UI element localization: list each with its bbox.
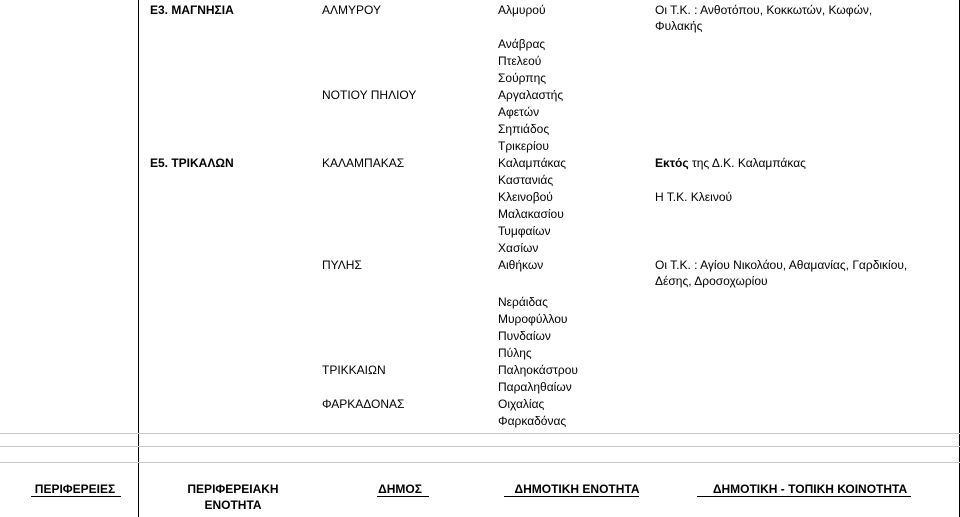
cell-municipal-unit[interactable]: Σηπιάδος (498, 122, 550, 136)
cell-municipal-unit[interactable]: Πύλης (498, 346, 532, 360)
header-underline (377, 496, 429, 497)
header-underline (31, 496, 121, 497)
header-municipal-unit[interactable]: ΔΗΜΟΤΙΚΗ ΕΝΟΤΗΤΑ (514, 482, 640, 496)
cell-municipal-unit[interactable]: Μαλακασίου (498, 207, 564, 221)
cell-note[interactable]: Οι Τ.Κ. : Αγίου Νικολάου, Αθαμανίας, Γαρδικίου, (655, 258, 908, 272)
cell-municipality[interactable]: ΝΟΤΙΟΥ ΠΗΛΙΟΥ (322, 88, 417, 102)
cell-municipality[interactable]: ΠΥΛΗΣ (322, 258, 362, 272)
cell-municipal-unit[interactable]: Κλεινοβού (498, 190, 553, 204)
cell-municipal-unit[interactable]: Μυροφύλλου (498, 312, 568, 326)
cell-municipal-unit[interactable]: Αργαλαστής (498, 88, 564, 102)
header-regions[interactable]: ΠΕΡΙΦΕΡΕΙΕΣ (34, 482, 116, 496)
cell-municipal-unit[interactable]: Τυμφαίων (498, 224, 551, 238)
grid-line (0, 446, 960, 447)
cell-note[interactable]: Οι Τ.Κ. : Ανθοτόπου, Κοκκωτών, Κωφών, (655, 3, 873, 17)
cell-note-continued[interactable]: Φυλακής (655, 19, 703, 33)
cell-region[interactable]: Ε3. ΜΑΓΝΗΣΙΑ (150, 3, 234, 17)
cell-municipal-unit[interactable]: Καστανιάς (498, 173, 554, 187)
header-underline (697, 496, 911, 497)
header-underline (504, 496, 639, 497)
cell-municipality[interactable]: ΦΑΡΚΑΔΟΝΑΣ (322, 397, 405, 411)
cell-municipal-unit[interactable]: Πυνδαίων (498, 329, 551, 343)
cell-municipal-unit[interactable]: Καλαμπάκας (498, 156, 567, 170)
header-regional-unit[interactable]: ΠΕΡΙΦΕΡΕΙΑΚΗ ΕΝΟΤΗΤΑ (187, 482, 279, 512)
cell-municipal-unit[interactable]: Τρικερίου (498, 139, 549, 153)
cell-note-continued[interactable]: Δέσης, Δροσοχωρίου (655, 274, 768, 288)
cell-municipality[interactable]: ΚΑΛΑΜΠΑΚΑΣ (322, 156, 405, 170)
cell-municipal-unit[interactable]: Αιθήκων (498, 258, 544, 272)
cell-municipal-unit[interactable]: Φαρκαδόνας (498, 414, 567, 428)
cell-municipal-unit[interactable]: Παληοκάστρου (498, 363, 578, 377)
cell-municipal-unit[interactable]: Πτελεού (498, 54, 542, 68)
cell-municipal-unit[interactable]: Χασίων (498, 241, 539, 255)
header-municipality[interactable]: ΔΗΜΟΣ (378, 482, 422, 496)
column-divider (138, 0, 139, 517)
cell-municipal-unit[interactable]: Αφετών (498, 105, 540, 119)
cell-municipal-unit[interactable]: Σούρπης (498, 71, 547, 85)
grid-line (0, 433, 960, 434)
cell-municipal-unit[interactable]: Παραληθαίων (498, 380, 572, 394)
cell-note-text: της Δ.Κ. Καλαμπάκας (688, 156, 806, 170)
header-community[interactable]: ΔΗΜΟΤΙΚΗ - ΤΟΠΙΚΗ ΚΟΙΝΟΤΗΤΑ (712, 482, 908, 496)
cell-municipal-unit[interactable]: Νεράιδας (498, 295, 548, 309)
cell-municipal-unit[interactable]: Αλμυρού (498, 3, 546, 17)
cell-note[interactable] (655, 156, 806, 171)
cell-municipality[interactable]: ΑΛΜΥΡΟΥ (322, 3, 381, 17)
cell-region[interactable]: Ε5. ΤΡΙΚΑΛΩΝ (150, 156, 234, 170)
grid-line (0, 462, 960, 463)
cell-note[interactable]: Η Τ.Κ. Κλεινού (655, 190, 733, 204)
cell-municipality[interactable]: ΤΡΙΚΚΑΙΩΝ (322, 363, 386, 377)
cell-municipal-unit[interactable]: Ανάβρας (498, 37, 546, 51)
cell-municipal-unit[interactable]: Οιχαλίας (498, 397, 545, 411)
cell-note-emphasis: Εκτός (655, 156, 689, 170)
